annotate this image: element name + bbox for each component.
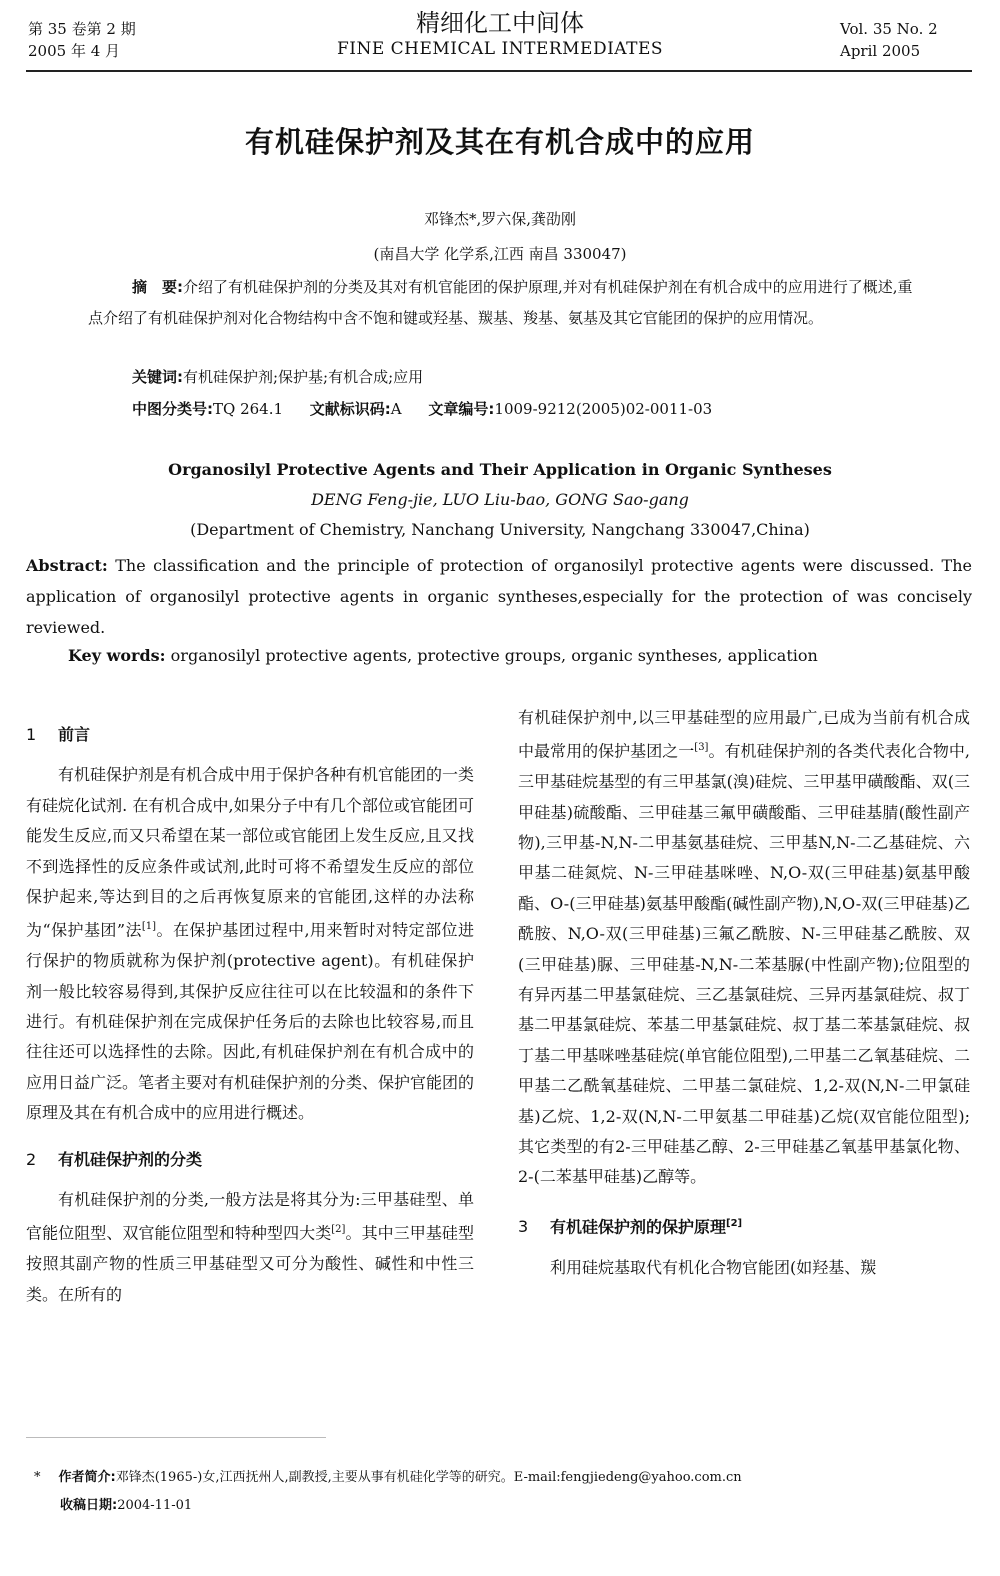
doc-code-label: 文献标识码: [309, 400, 391, 418]
section-2-paragraph: 有机硅保护剂的分类,一般方法是将其分为:三甲基硅型、单官能位阻型、双官能位阻型和特种型四大类[2]。其中三甲基硅型按照其副产物的性质三甲基硅型又可分为酸性、碱性和中性三类。在所有的 [26, 1190, 474, 1304]
journal-name-cn: 精细化工中间体 [416, 9, 584, 37]
article-no-label: 文章编号: [428, 400, 495, 418]
keywords-en-text: organosilyl protective agents, protective groups, organic syntheses, application [170, 646, 818, 665]
keywords-cn-text: 有机硅保护剂;保护基;有机合成;应用 [183, 368, 424, 386]
volume-issue-cn: 第 35 卷第 2 期 [28, 20, 136, 38]
article-no-value: 1009-9212(2005)02-0011-03 [494, 400, 713, 418]
section-1-heading: 1 前言 [26, 725, 91, 744]
keywords-cn [132, 366, 423, 387]
date-cn: 2005 年 4 月 [28, 42, 121, 60]
issue-info-cn [28, 18, 136, 62]
abstract-cn-text: 介绍了有机硅保护剂的分类及其对有机官能团的保护原理,并对有机硅保护剂在有机合成中的应用进行了概述,重点介绍了有机硅保护剂对化合物结构中含不饱和键或羟基、羰基、羧基、氨基及其它官能团的保护的应用情况。 [88, 278, 913, 327]
authors-cn: 邓锋杰*,罗六保,龚劭刚 [423, 210, 577, 228]
volume-issue-en: Vol. 35 No. 2 [840, 20, 938, 38]
author-bio-text: 邓锋杰(1965-)女,江西抚州人,副教授,主要从事有机硅化学等的研究。E-mail:fengjiedeng@yahoo.com.cn [115, 1470, 742, 1485]
footnote-divider [26, 1437, 326, 1438]
abstract-cn [88, 272, 918, 334]
clc-label: 中图分类号: [132, 400, 213, 418]
footnote-marker: * [34, 1470, 41, 1485]
keywords-cn-label: 关键词: [132, 368, 183, 386]
abstract-en-text: The classification and the principle of protection of organosilyl protective agents were discussed. The application of organosilyl protective agents in organic syntheses,especially for the protection of was concisely reviewed. [26, 556, 972, 637]
date-en: April 2005 [840, 42, 921, 60]
affiliation-cn: (南昌大学 化学系,江西 南昌 330047) [373, 245, 627, 263]
author-bio [34, 1464, 742, 1492]
abstract-en-label: Abstract: [26, 556, 108, 575]
author-bio-label: 作者简介: [58, 1470, 116, 1485]
body-left-column [26, 712, 474, 1310]
citation-4: [2] [726, 1217, 743, 1229]
section-1-paragraph: 有机硅保护剂是有机合成中用于保护各种有机官能团的一类有硅烷化试剂. 在有机合成中,如果分子中有几个部位或官能团可能发生反应,而又只希望在某一部位或官能团上发生反应,且又找不到选择性的反应条件或试剂,此时可将不希望发生反应的部位保护起来,等达到目的之后再恢复原来的官能团,这样的办法称为“保护基团”法[1]。在保护基团过程中,用来暂时对特定部位进行保护的物质就称为保护剂(protective agent)。有机硅保护剂一般比较容易得到,其保护反应往往可以在比较温和的条件下进行。有机硅保护剂在完成保护任务后的去除也比较容易,而且往往还可以选择性的去除。因此,有机硅保护剂在有机合成中的应用日益广泛。笔者主要对有机硅保护剂的分类、保护官能团的原理及其在有机合成中的应用进行概述。 [26, 765, 475, 1123]
citation-2: [2] [331, 1224, 346, 1236]
doc-code-value: A [390, 400, 402, 418]
journal-name-en: FINE CHEMICAL INTERMEDIATES [336, 39, 664, 59]
section-3-paragraph: 利用硅烷基取代有机化合物官能团(如羟基、羰 [550, 1257, 877, 1277]
footnote [34, 1464, 742, 1520]
authors-en: DENG Feng-jie, LUO Liu-bao, GONG Sao-gang [311, 490, 689, 509]
header-divider [26, 70, 972, 72]
paper-title-en: Organosilyl Protective Agents and Their Application in Organic Syntheses [168, 460, 832, 479]
paper-title-cn: 有机硅保护剂及其在有机合成中的应用 [244, 125, 755, 159]
section-2-paragraph-continued: 有机硅保护剂中,以三甲基硅型的应用最广,已成为当前有机合成中最常用的保护基团之一[3]。有机硅保护剂的各类代表化合物中,三甲基硅烷基型的有三甲基氯(溴)硅烷、三甲基甲磺酸酯、双(三甲硅基)硫酸酯、三甲硅基三氟甲磺酸酯、三甲硅基腈(酸性副产物),三甲基-N,N-二甲基氨基硅烷、三甲基N,N-二乙基硅烷、六甲基二硅氮烷、N-三甲硅基咪唑、N,O-双(三甲硅基)氨基甲酸酯、O-(三甲硅基)氨基甲酸酯(碱性副产物),N,O-双(三甲硅基)乙酰胺、N,O-双(三甲硅基)三氟乙酰胺、N-三甲硅基乙酰胺、双(三甲硅基)脲、三甲硅基-N,N-二苯基脲(中性副产物);位阻型的有异丙基二甲基氯硅烷、三乙基氯硅烷、三异丙基氯硅烷、叔丁基二甲基氯硅烷、苯基二甲基氯硅烷、叔丁基二苯基氯硅烷、叔丁基二甲基咪唑基硅烷(单官能位阻型),二甲基二乙氧基硅烷、二甲基二乙酰氧基硅烷、二甲基二氯硅烷、1,2-双(N,N-二甲氯硅基)乙烷、1,2-双(N,N-二甲氨基二甲硅基)乙烷(双官能位阻型);其它类型的有2-三甲硅基乙醇、2-三甲硅基乙氧基甲基氯化物、2-(二苯基甲硅基)乙醇等。 [518, 708, 970, 1187]
classification-line [132, 398, 712, 419]
affiliation-en: (Department of Chemistry, Nanchang University, Nangchang 330047,China) [190, 520, 810, 539]
abstract-en [26, 550, 972, 643]
issue-info-en [840, 18, 938, 62]
clc-value: TQ 264.1 [213, 400, 284, 418]
abstract-cn-label: 摘 要: [132, 278, 183, 296]
keywords-en [68, 646, 818, 665]
citation-3: [3] [694, 742, 709, 754]
citation-1: [1] [141, 921, 157, 933]
journal-name [300, 8, 700, 60]
received-date-label: 收稿日期: [60, 1498, 118, 1513]
keywords-en-label: Key words: [68, 646, 166, 665]
section-2-heading: 2 有机硅保护剂的分类 [26, 1149, 203, 1169]
section-3-heading: 3 有机硅保护剂的保护原理[2] [518, 1217, 743, 1237]
received-date [60, 1492, 742, 1520]
body-right-column [518, 703, 970, 1283]
received-date-value: 2004-11-01 [117, 1498, 193, 1513]
